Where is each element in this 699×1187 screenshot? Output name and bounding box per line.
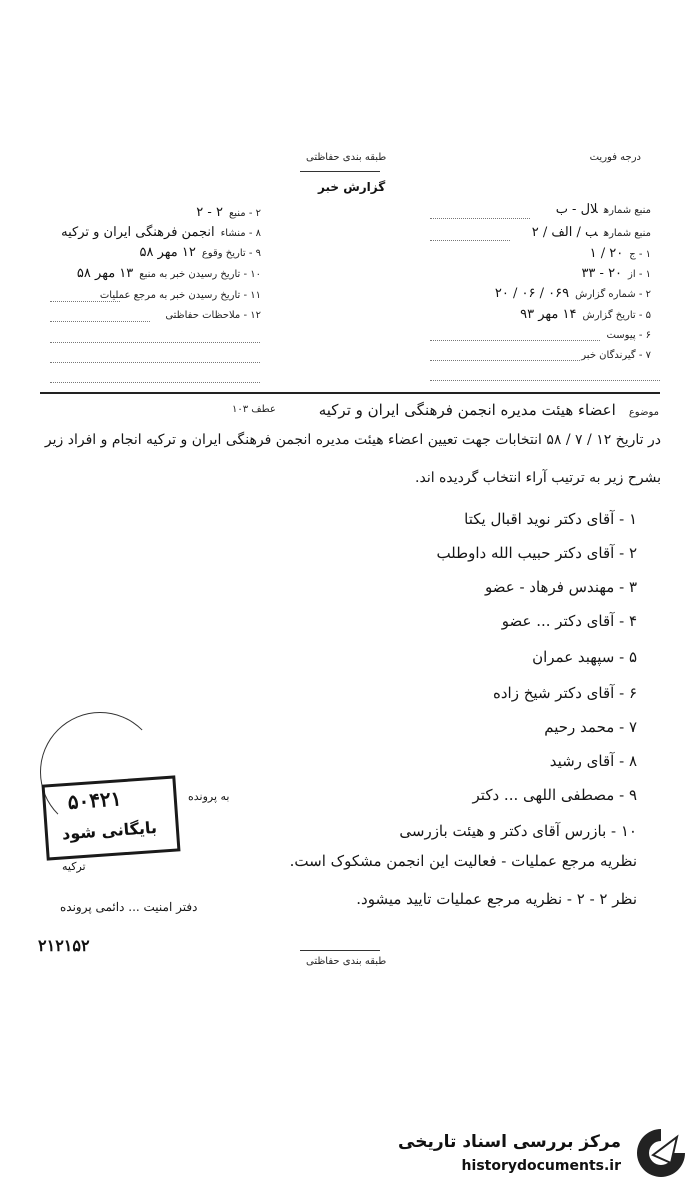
operations-note: نظریه مرجع عملیات - فعالیت این انجمن مشکوک است. (289, 852, 637, 870)
dotted-line (430, 340, 600, 341)
section-divider (40, 392, 660, 394)
security-classification-bottom: طبقه بندی حفاظتی (306, 956, 387, 967)
field-origin: ۸ - منشاءانجمن فرهنگی ایران و ترکیه (61, 225, 261, 240)
list-item: ۹ - مصطفی اللهی ... دکتر (472, 786, 637, 804)
field-security-notes: ۱۲ - ملاحظات حفاظتی (165, 310, 261, 321)
document-number: ۲۱۲۱۵۲ (38, 936, 90, 955)
stamp-label: بایگانی شود (61, 817, 158, 844)
dotted-line (430, 240, 510, 241)
dotted-line (50, 301, 120, 302)
field-recipients: ۷ - گیرندگان خبر (581, 350, 651, 361)
list-item: ۶ - آقای دکتر شیخ زاده (493, 684, 637, 702)
form-title: گزارش خبر (318, 180, 386, 194)
margin-note-security: دفتر امنیت ... دائمی پرونده (60, 900, 198, 914)
confirmation-note: نظر ۲ - ۲ - نظریه مرجع عملیات تایید میشود. (356, 890, 637, 908)
dotted-line (430, 360, 580, 361)
field-source: ۲ - منبع۲ - ۲ (196, 205, 261, 220)
list-item: ۸ - آقای رشید (549, 752, 637, 770)
list-item: ۱ - آقای دکتر نوید اقبال یکتا (464, 510, 637, 528)
list-item: ۳ - مهندس فرهاد - عضو (484, 578, 637, 596)
top-classification-rule (300, 171, 380, 172)
field-attachment: ۶ - پیوست (606, 330, 651, 341)
margin-note-turkey: ترکیه (62, 860, 86, 873)
margin-note-file: به پرونده (188, 790, 230, 803)
field-report-number: ۲ - شماره گزارش۰۶۹ / ۰۶ / ۲۰ (494, 286, 651, 301)
field-received-date: ۱۰ - تاریخ رسیدن خبر به منبع۱۳ مهر ۵۸ (76, 266, 261, 281)
field-operations-received-date: ۱۱ - تاریخ رسیدن خبر به مرجع عملیات (99, 290, 261, 301)
list-item: ۲ - آقای دکتر حبیب الله داوطلب (436, 544, 637, 562)
list-item: ۷ - محمد رحیم (544, 718, 637, 736)
field-source-number-1: منبع شمارهلال - ب (555, 202, 651, 217)
field-report-date: ۵ - تاریخ گزارش۱۴ مهر ۹۳ (520, 307, 651, 322)
dotted-line (430, 380, 660, 381)
archive-stamp (42, 775, 181, 860)
list-item: ۱۰ - بازرس آقای دکتر و هیئت بازرسی (399, 822, 637, 840)
field-from-2: ۱ - از۲۰ - ۳۳ (581, 266, 651, 281)
dotted-line (430, 218, 530, 219)
body-line-1: در تاریخ ۱۲ / ۷ / ۵۸ انتخابات جهت تعیین اعضاء هیئت مدیره انجمن فرهنگی ایران و ترکیه انجام و افراد زیر (44, 432, 661, 448)
dotted-line (50, 342, 260, 343)
field-from-1: ۱ - ج۲۰ / ۱ (589, 246, 651, 261)
archive-logo-icon (633, 1125, 689, 1181)
dotted-line (50, 382, 260, 383)
subject-reference: عطف ۱۰۳ (232, 404, 276, 415)
body-line-2: بشرح زیر به ترتیب آراء انتخاب گردیده اند. (415, 470, 661, 486)
field-event-date: ۹ - تاریخ وقوع۱۲ مهر ۵۸ (139, 245, 261, 260)
bottom-classification-rule (300, 950, 380, 951)
dotted-line (50, 321, 150, 322)
subject-text: اعضاء هیئت مدیره انجمن فرهنگی ایران و ترکیه (318, 401, 616, 419)
list-item: ۵ - سپهبد عمران (532, 648, 637, 666)
priority-label: درجه فوریت (589, 152, 641, 163)
subject-line (319, 400, 659, 419)
dotted-line (50, 362, 260, 363)
stamp-number: ۵۰۴۲۱ (66, 786, 123, 814)
field-source-number-2: منبع شمارهب / الف / ۲ (531, 225, 651, 240)
watermark-url[interactable]: historydocuments.ir (461, 1158, 621, 1174)
security-classification-top: طبقه بندی حفاظتی (306, 152, 387, 163)
watermark-org-name: مرکز بررسی اسناد تاریخی (398, 1132, 621, 1152)
subject-label: موضوع (628, 407, 659, 418)
list-item: ۴ - آقای دکتر ... عضو (501, 612, 637, 630)
